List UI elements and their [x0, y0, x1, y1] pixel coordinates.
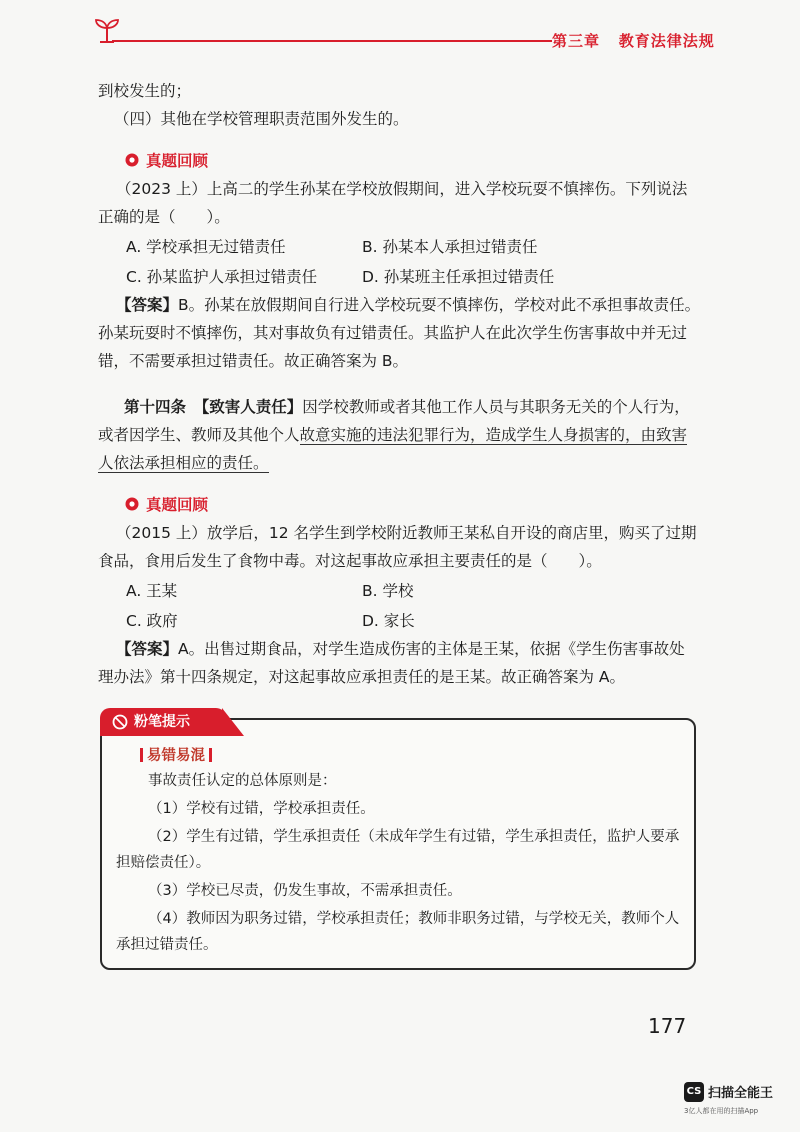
tip-intro: 事故责任认定的总体原则是： — [148, 773, 337, 789]
cs-logo-icon: CS — [684, 1082, 704, 1102]
q2-option-b: B. 学校 — [362, 582, 414, 600]
tip-tab — [100, 708, 226, 736]
q1-option-b: B. 孙某本人承担过错责任 — [362, 238, 538, 256]
gear-icon — [124, 496, 140, 512]
q1-option-a: A. 学校承担无过错责任 — [126, 238, 286, 256]
q1-question-line2: 正确的是（ ）。 — [98, 208, 230, 226]
review-label-1: 真题回顾 — [146, 152, 209, 170]
no-sign-icon — [112, 714, 128, 730]
q1-answer-line3: 错，不需要承担过错责任。故正确答案为 B。 — [98, 352, 409, 370]
q2-answer-line2: 理办法》第十四条规定，对这起事故应承担责任的是王某。故正确答案为 A。 — [98, 668, 626, 686]
q2-option-d: D. 家长 — [362, 612, 415, 630]
q2-answer-label: 【答案】 — [116, 640, 179, 658]
header-rule — [112, 40, 552, 42]
tip-tab-edge — [222, 708, 244, 736]
continued-line: 到校发生的； — [98, 82, 192, 100]
review-heading-2 — [124, 494, 208, 516]
chapter-title: 教育法律法规 — [618, 32, 715, 50]
gear-icon — [124, 152, 140, 168]
q2-question-line2: 食品，食用后发生了食物中毒。对这起事故应承担主要责任的是（ ）。 — [98, 552, 602, 570]
article-14-underlined-text3: 人依法承担相应的责任。 — [98, 454, 269, 472]
article-14-text2: 或者因学生、教师及其他个人 — [98, 426, 300, 444]
review-label-2: 真题回顾 — [146, 496, 209, 514]
q1-question-line1: （2023 上）上高二的学生孙某在学校放假期间，进入学校玩耍不慎摔伤。下列说法 — [116, 180, 688, 198]
tip-item-4: （4）教师因为职务过错，学校承担责任；教师非职务过错，与学校无关，教师个人 — [148, 911, 680, 927]
article-14-heading: 第十四条 【致害人责任】 — [124, 398, 303, 416]
article-14-line3 — [98, 452, 269, 474]
q2-option-c: C. 政府 — [126, 612, 178, 630]
q2-option-a: A. 王某 — [126, 582, 178, 600]
tip-item-2-cont: 担赔偿责任）。 — [116, 855, 211, 871]
tip-bar-right — [209, 748, 212, 762]
q1-answer-text1: B。孙某在放假期间自行进入学校玩耍不慎摔伤，学校对此不承担事故责任。 — [178, 296, 701, 314]
tip-subheading-text: 易错易混 — [147, 748, 205, 764]
q1-answer-label: 【答案】 — [116, 296, 179, 314]
q1-option-d: D. 孙某班主任承担过错责任 — [362, 268, 555, 286]
q2-question-line1: （2015 上）放学后，12 名学生到学校附近教师王某私自开设的商店里，购买了过期 — [116, 524, 697, 542]
q1-answer-line2: 孙某玩耍时不慎摔伤，其对事故负有过错责任。其监护人在此次学生伤害事故中并无过 — [98, 324, 688, 342]
q1-option-c: C. 孙某监护人承担过错责任 — [126, 268, 318, 286]
article-14-underlined-text2: 故意实施的违法犯罪行为，造成学生人身损害的，由致害 — [299, 426, 688, 444]
article-14-line1 — [124, 396, 690, 418]
q2-answer-text1: A。出售过期食品，对学生造成伤害的主体是王某，依据《学生伤害事故处 — [178, 640, 685, 658]
scanner-watermark — [684, 1080, 794, 1120]
tip-item-3: （3）学校已尽责，仍发生事故，不需承担责任。 — [148, 883, 462, 899]
watermark-tagline: 3亿人都在用的扫描App — [684, 1107, 759, 1115]
tip-bar-left — [140, 748, 143, 762]
q1-answer-line1 — [116, 294, 700, 316]
review-heading-1 — [124, 150, 208, 172]
chapter-number: 第三章 — [552, 32, 601, 50]
tip-item-4-cont: 承担过错责任。 — [116, 937, 218, 953]
tip-subheading — [136, 744, 216, 765]
tip-item-2: （2）学生有过错，学生承担责任（未成年学生有过错，学生承担责任，监护人要承 — [148, 829, 680, 845]
tip-item-1: （1）学校有过错，学校承担责任。 — [148, 801, 375, 817]
article-14-text1: 因学校教师或者其他工作人员与其职务无关的个人行为， — [302, 398, 690, 416]
article-14-line2 — [98, 424, 687, 446]
watermark-name: 扫描全能王 — [708, 1086, 774, 1101]
clause-four: （四）其他在学校管理职责范围外发生的。 — [114, 110, 409, 128]
q2-answer-line1 — [116, 638, 685, 660]
chapter-header — [552, 30, 715, 51]
tip-tab-label: 粉笔提示 — [134, 714, 190, 730]
page-number: 177 — [648, 1014, 687, 1038]
